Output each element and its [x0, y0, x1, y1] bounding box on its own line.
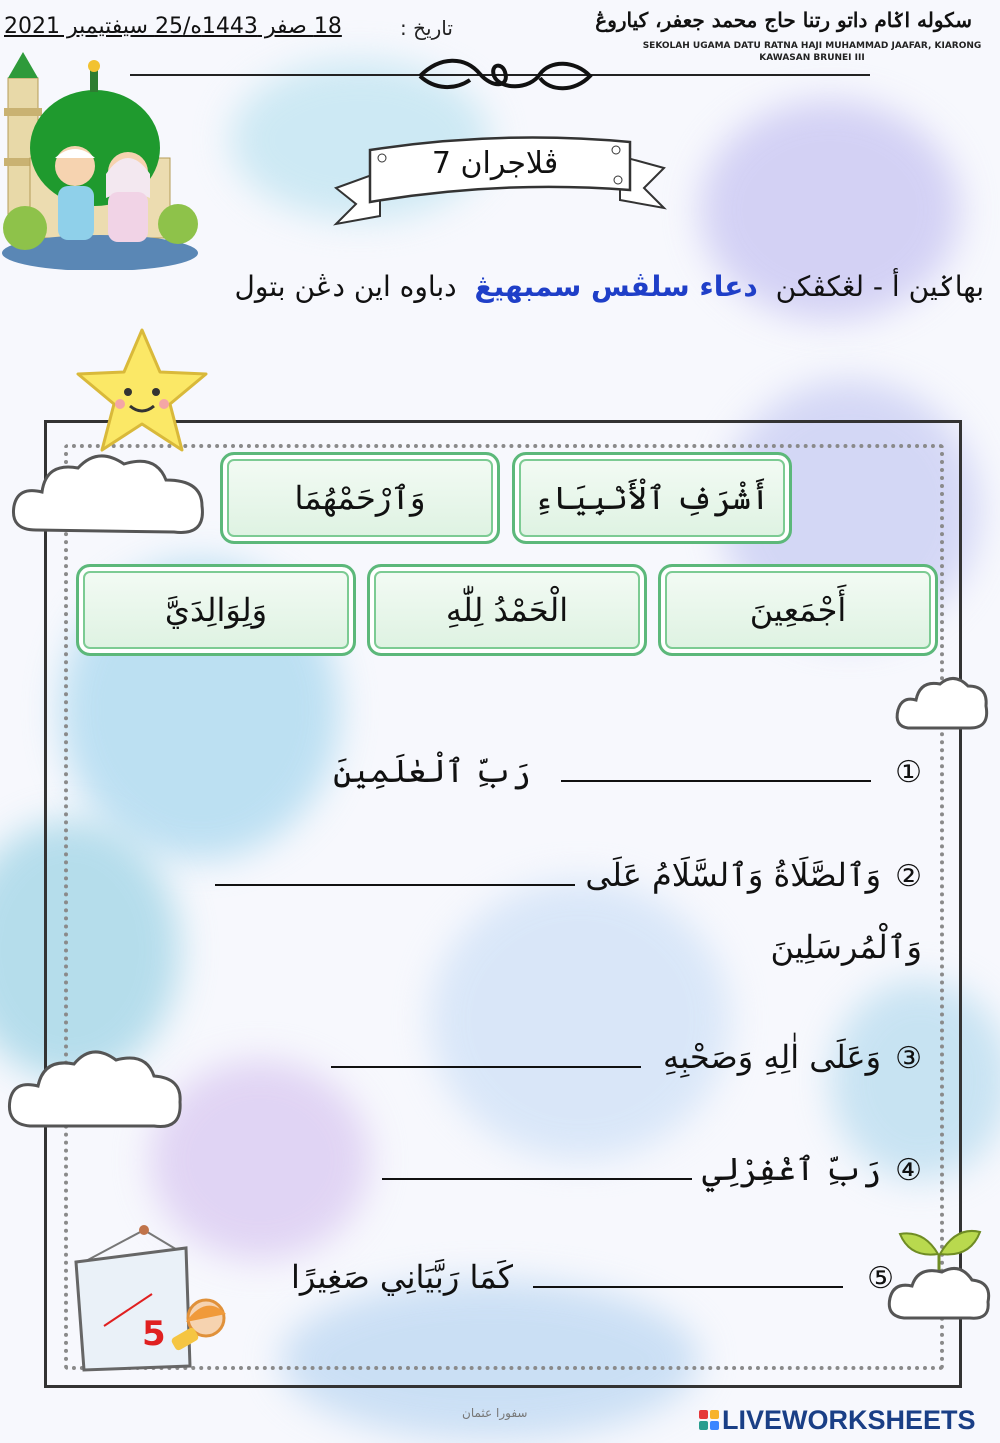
word-chip[interactable]: أَشْرَفِ ٱلْأَنْبِيَاءِ: [512, 452, 792, 544]
answer-blank[interactable]: [331, 1062, 641, 1068]
answer-blank[interactable]: [382, 1174, 692, 1180]
question-text: وَٱلصَّلَاةُ وَٱلسَّلَامُ عَلَى: [585, 856, 882, 894]
question-1: [333, 752, 922, 790]
question-text: كَمَا رَبَّيَانِي صَغِيرًا: [290, 1258, 513, 1296]
word-chip[interactable]: الْحَمْدُ لِلّٰهِ: [367, 564, 647, 656]
question-text: رَبِّ ٱلْعٰلَمِينَ: [333, 752, 531, 790]
answer-blank[interactable]: [215, 880, 575, 886]
sprout-cloud-decoration: [884, 1210, 994, 1330]
cloud-decoration: [892, 664, 992, 744]
date-value: 18 صفر 1443ه/25 سيفتيمبر 2021: [4, 14, 342, 39]
question-2-continued: وَٱلْمُرسَلِينَ: [770, 928, 922, 966]
question-number: ②: [895, 859, 922, 894]
instruction: [235, 270, 984, 303]
instruction-suffix: دباوه اين دڠن بتول: [234, 270, 457, 303]
liveworksheets-logo-icon: [699, 1410, 719, 1430]
question-number: ④: [895, 1153, 922, 1188]
question-3: [321, 1038, 922, 1076]
question-text: رَبِّ ٱغْفِرْلِي: [702, 1150, 882, 1188]
school-name-jawi: سکوله اݢام داتو رتنا حاج محمد جعفر، کياروڠ: [595, 8, 972, 32]
school-name-en: SEKOLAH UGAMA DATU RATNA HAJI MUHAMMAD JAAFAR, KIARONG: [642, 41, 982, 51]
score-value: 5: [142, 1314, 166, 1354]
question-number: ③: [895, 1041, 922, 1076]
question-number: ⑤: [867, 1261, 894, 1296]
question-text: وَعَلَى اٰلِهِ وَصَحْبِهِ: [663, 1038, 882, 1076]
word-chip[interactable]: وَٱرْحَمْهُمَا: [220, 452, 500, 544]
school-area: KAWASAN BRUNEI III: [759, 53, 865, 63]
word-chip[interactable]: وَلِوَالِدَيَّ: [76, 564, 356, 656]
date-label: تاريخ :: [400, 16, 453, 40]
date-line: [4, 14, 342, 39]
word-chip[interactable]: أَجْمَعِينَ: [658, 564, 938, 656]
page-title: ڤلاجران 7: [431, 146, 559, 181]
score-board: [66, 1218, 236, 1378]
mosque-children-illustration: [0, 48, 200, 270]
answer-blank[interactable]: [533, 1282, 843, 1288]
liveworksheets-brand[interactable]: LIVEWORKSHEETS: [722, 1405, 976, 1435]
star-character-icon: [72, 326, 212, 456]
cloud-decoration: [4, 1034, 184, 1144]
instruction-prefix: بهاݢين أ - لڠکڤکن: [775, 270, 984, 303]
question-4: [372, 1150, 922, 1188]
question-5: [291, 1258, 894, 1296]
question-2: [205, 856, 922, 894]
cloud-decoration: [6, 440, 216, 550]
answer-blank[interactable]: [561, 776, 871, 782]
author-name: سفورا عثمان: [462, 1406, 528, 1420]
school-name-english: [642, 40, 982, 64]
instruction-highlight: دعاء سلڤس سمبهيڠ: [474, 270, 758, 303]
ornament-divider: [410, 54, 600, 96]
question-number: ①: [895, 755, 922, 790]
